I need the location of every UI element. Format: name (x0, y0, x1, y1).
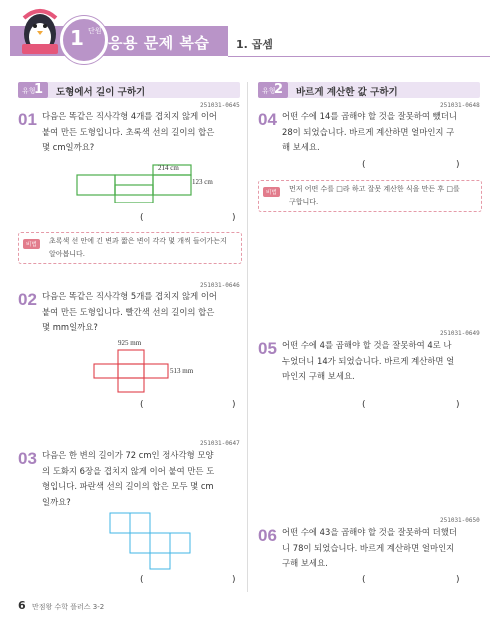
problem-number: 01 (18, 110, 37, 129)
type-title: 도형에서 길이 구하기 (56, 87, 146, 98)
penguin-mascot-icon (18, 4, 62, 56)
answer-open-paren: ( (140, 213, 144, 223)
problem-code: 251031-0646 (200, 282, 240, 289)
problem-code: 251031-0645 (200, 102, 240, 109)
hint-tag: 비법 (23, 239, 40, 249)
type-badge-label: 유형 (262, 87, 276, 95)
problem-text: 다음은 똑같은 직사각형 5개를 겹치지 않게 이어 붙여 만든 도형입니다. 빨간색 선의 길이의 합은 몇 mm일까요? (42, 291, 218, 332)
answer-open-paren: ( (362, 575, 366, 585)
problem-text: 다음은 똑같은 직사각형 4개를 겹치지 않게 이어 붙여 만든 도형입니다. 초록색 선의 길이의 합은 몇 cm일까요? (42, 111, 218, 152)
answer-close-paren: ) (456, 575, 460, 585)
answer-open-paren: ( (140, 400, 144, 410)
problem-number: 04 (258, 110, 277, 129)
type-badge (258, 82, 288, 98)
problem-number: 06 (258, 526, 277, 545)
problem-number: 03 (18, 449, 37, 468)
type-badge-label: 유형 (22, 87, 36, 95)
answer-close-paren: ) (232, 575, 236, 585)
unit-label: 단원 (88, 27, 102, 35)
page-number: 6 (18, 599, 26, 612)
section-title: 1. 곱셈 (236, 38, 273, 51)
answer-close-paren: ) (232, 213, 236, 223)
type-badge-number: 2 (274, 82, 284, 97)
column-divider (247, 82, 248, 592)
problem-number: 05 (258, 339, 277, 358)
hint-box (258, 180, 482, 212)
problem-code: 251031-0647 (200, 440, 240, 447)
type-title: 바르게 계산한 값 구하기 (296, 87, 398, 98)
unit-number: 1 (70, 26, 84, 50)
answer-open-paren: ( (362, 400, 366, 410)
problem-number: 02 (18, 290, 37, 309)
answer-open-paren: ( (140, 575, 144, 585)
q3-figure (108, 511, 192, 571)
hint-tag: 비법 (263, 187, 280, 197)
answer-close-paren: ) (456, 400, 460, 410)
header-rule (228, 56, 490, 57)
problem-text: 어떤 수에 14를 곱해야 할 것을 잘못하여 뺐더니 28이 되었습니다. 바르게 계산하면 얼마인지 구 해 보세요. (282, 111, 457, 152)
hint-box (18, 232, 242, 264)
type-1-header (18, 82, 240, 98)
q2-dimension-right: 513 mm (170, 367, 194, 375)
hint-text: 먼저 어떤 수를 □라 하고 잘못 계산한 식을 만든 후 □를 구합니다. (289, 185, 460, 206)
problem-text: 어떤 수에 4를 곱해야 할 것을 잘못하여 4로 나 누었더니 14가 되었습니다. 바르게 계산하면 얼 마인지 구해 보세요. (282, 340, 455, 381)
footer-book-title: 만점왕 수학 플러스 3-2 (32, 603, 105, 611)
hint-text: 초록색 선 안에 긴 변과 짧은 변이 각각 몇 개씩 들어가는지 알아봅니다. (49, 237, 227, 258)
type-badge (18, 82, 48, 98)
problem-code: 251031-0650 (440, 517, 480, 524)
problem-code: 251031-0649 (440, 330, 480, 337)
answer-close-paren: ) (456, 160, 460, 170)
q2-dimension-top: 925 mm (118, 339, 142, 347)
page-title: 응용 문제 복습 (108, 34, 210, 52)
problem-code: 251031-0648 (440, 102, 480, 109)
type-badge-number: 1 (34, 82, 44, 97)
answer-open-paren: ( (362, 160, 366, 170)
problem-text: 다음은 한 변의 길이가 72 cm인 정사각형 모양 의 도화지 6장을 겹치지 않게 이어 붙여 만든 도 형입니다. 파란색 선의 길이의 합은 모두 몇 cm 일까요? (42, 450, 215, 507)
answer-close-paren: ) (232, 400, 236, 410)
q1-dimension-top: 214 cm (158, 164, 179, 172)
q2-figure (92, 348, 172, 396)
problem-text: 어떤 수에 43을 곱해야 할 것을 잘못하여 더했더 니 78이 되었습니다. 바르게 계산하면 얼마인지 구해 보세요. (282, 527, 457, 568)
q1-dimension-right: 123 cm (192, 178, 213, 186)
type-2-header (258, 82, 480, 98)
